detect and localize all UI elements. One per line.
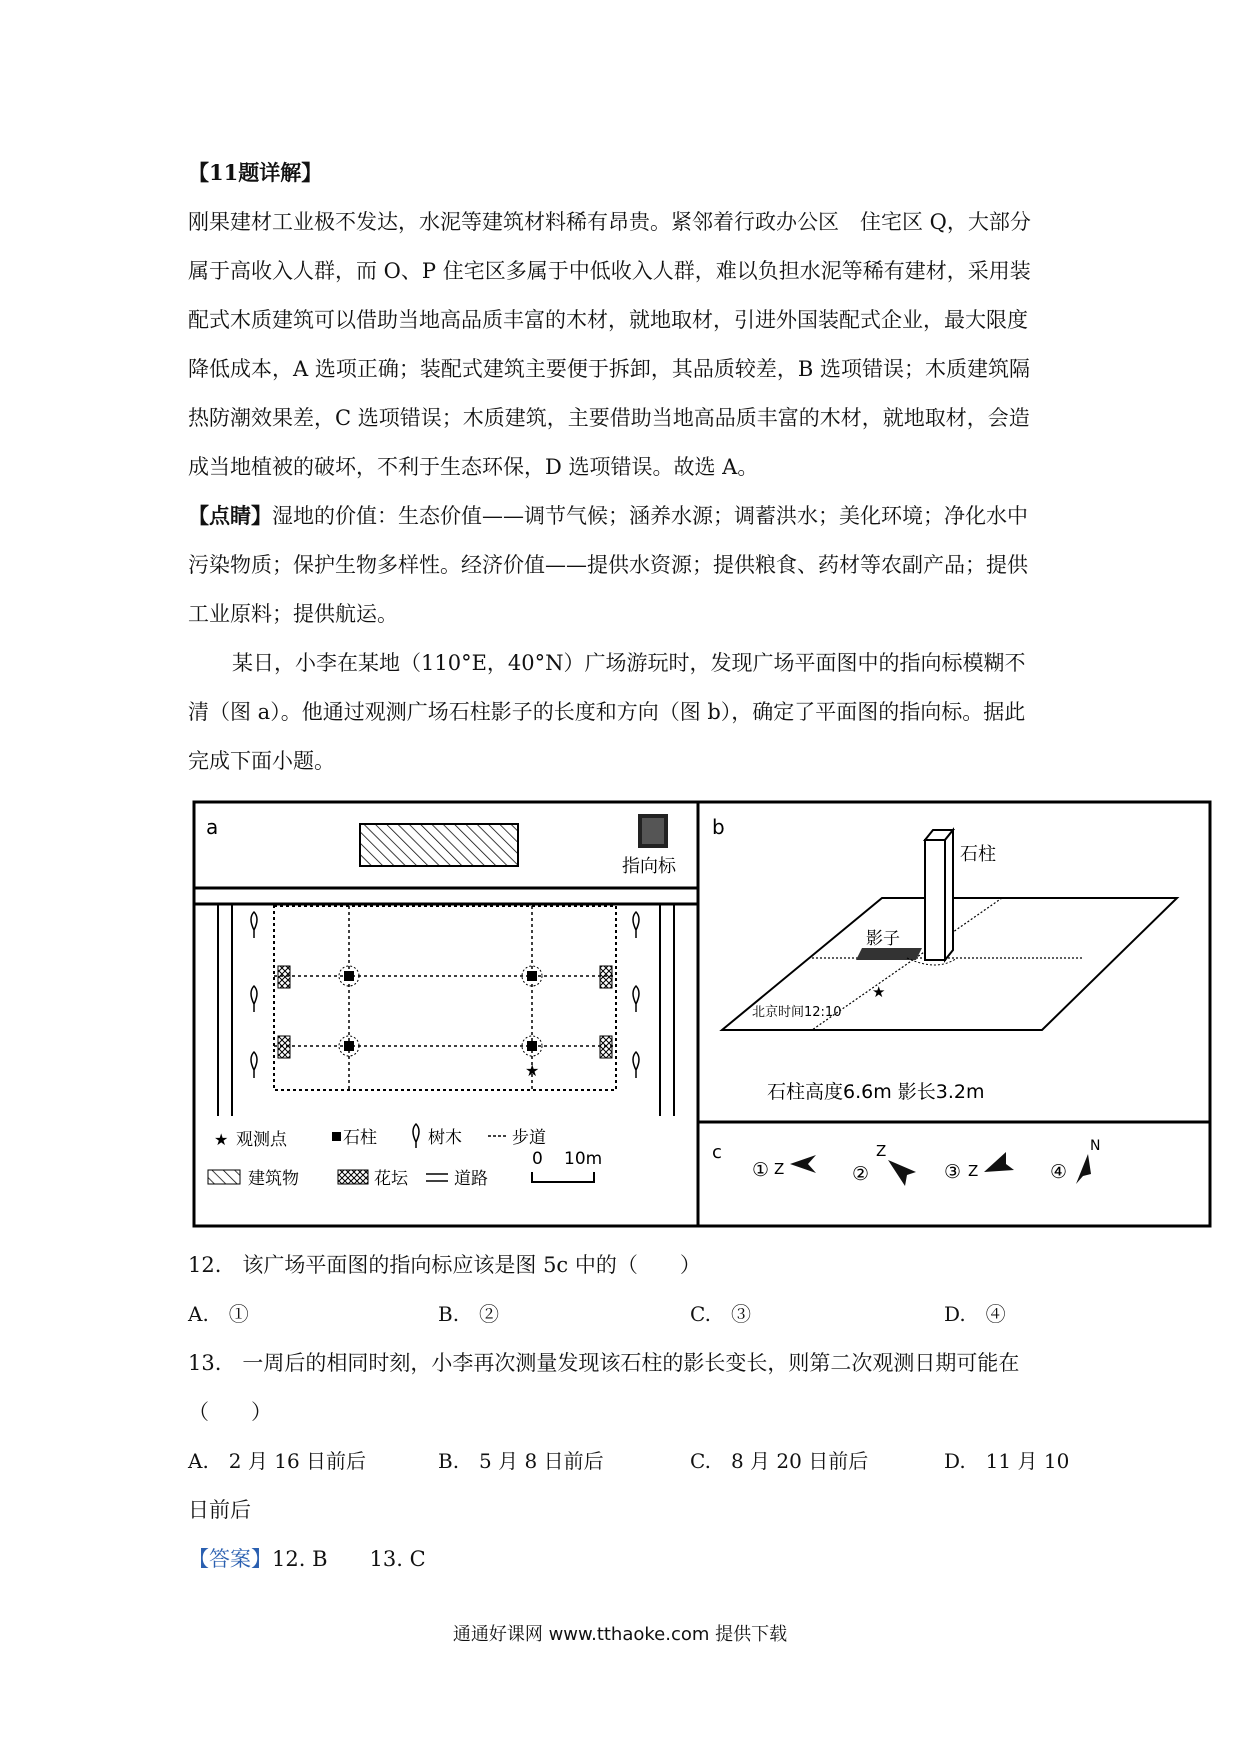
north-arrow-4-icon [1076,1154,1091,1184]
flowerbed-legend-icon [338,1170,368,1184]
tree-icon [633,912,639,938]
legend-flowerbed: 花坛 [374,1169,408,1189]
panel-c [698,1122,1210,1226]
paragraph-line: 属于高收入人群，而 O、P 住宅区多属于中低收入人群，难以负担水泥等稀有建材，采用装 [188,259,1031,283]
pillar-label: 石柱 [960,844,996,865]
shadow-shape [856,948,922,960]
flowerbed [278,1036,290,1058]
answer-tag: 【答案】 [188,1547,272,1571]
n-letter: Z [968,1162,979,1180]
star-legend-icon: ★ [214,1130,229,1149]
north-arrow-1-icon [790,1155,816,1173]
q12-stem: 12. 该广场平面图的指向标应该是图 5c 中的（ ） [188,1253,701,1277]
tree-icon [251,912,257,938]
observation-star-icon: ★ [872,983,886,1001]
q13-stem: 13. 一周后的相同时刻，小李再次测量发现该石柱的影长变长，则第二次观测日期可能在 [188,1351,1020,1375]
flowerbed [278,966,290,988]
paragraph-line: 配式木质建筑可以借助当地高品质丰富的木材，就地取材，引进外国装配式企业，最大限度 [188,308,1028,332]
intro-line: 完成下面小题。 [188,749,335,773]
pillar-legend-icon [332,1132,341,1141]
n-letter: Z [876,1142,887,1160]
panel-c-label: c [712,1142,722,1163]
option-1-label: ① [752,1159,770,1181]
intro-line: 某日，小李在某地（110°E，40°N）广场游玩时，发现广场平面图中的指向标模糊不 [232,651,1026,675]
panel-a [194,802,698,1226]
paragraph-line: 降低成本，A 选项正确；装配式建筑主要便于拆卸，其品质较差，B 选项错误；木质建筑隔 [188,357,1030,381]
paragraph-line: 成当地植被的破坏，不利于生态环保，D 选项错误。故选 A。 [188,455,759,479]
q13-option-a: A. 2 月 16 日前后 [188,1449,367,1473]
detail-title: 【11题详解】 [188,160,323,185]
tree-icon [633,1052,639,1078]
legend-building: 建筑物 [248,1169,299,1189]
answer-text: 12. B 13. C [272,1547,426,1571]
q12-option-a: A. ① [188,1302,249,1326]
tree-icon [633,986,639,1012]
q13-option-b: B. 5 月 8 日前后 [438,1449,604,1473]
legend-road: 道路 [454,1169,488,1189]
building-legend-icon [208,1170,240,1184]
paragraph-line: 热防潮效果差，C 选项错误；木质建筑，主要借助当地高品质丰富的木材，就地取材，会造 [188,406,1030,430]
q12-option-d: D. ④ [944,1302,1006,1326]
scale-zero: 0 [532,1149,543,1169]
dianjing-line [188,501,1058,531]
flowerbed [600,966,612,988]
option-3-label: ③ [944,1161,962,1183]
option-4-label: ④ [1050,1161,1068,1183]
n-letter: Z [774,1160,785,1178]
north-arrow-3-icon [984,1152,1014,1172]
scale-bar [532,1172,594,1182]
q12-option-c: C. ③ [690,1302,751,1326]
q13-option-c: C. 8 月 20 日前后 [690,1449,869,1473]
compass-label: 指向标 [622,856,676,877]
q12-option-b: B. ② [438,1302,500,1326]
intro-line: 清（图 a）。他通过观测广场石柱影子的长度和方向（图 b），确定了平面图的指向标。据此 [188,700,1026,724]
tree-legend-icon [413,1124,419,1148]
scale-ten: 10m [564,1149,603,1169]
dianjing-line: 污染物质；保护生物多样性。经济价值——提供水资源；提供粮食、药材等农副产品；提供 [188,553,1028,577]
panel-a-label: a [206,815,219,839]
dianjing-tag: 【点睛】 [188,503,272,528]
building-block [360,824,518,866]
option-2-label: ② [852,1163,870,1185]
stone-pillar [925,840,945,960]
q13-option-d: D. 11 月 10 [944,1449,1070,1473]
legend-observe: 观测点 [236,1130,287,1150]
question-figure [192,800,1212,1230]
observation-star-icon: ★ [525,1061,540,1080]
page-footer: 通通好课网 www.tthaoke.com 提供下载 [452,1624,788,1645]
panel-b-label: b [712,815,725,839]
answer-line [188,1544,1058,1574]
panel-b [698,802,1210,1122]
flowerbed [600,1036,612,1058]
north-letter: N [1090,1138,1101,1154]
q13-option-d-continued: 日前后 [188,1498,251,1522]
north-arrow-2-icon [888,1160,916,1186]
tree-icon [251,1052,257,1078]
figure-svg [192,800,1212,1230]
legend-tree: 树木 [428,1128,462,1148]
dianjing-line: 工业原料；提供航运。 [188,602,398,626]
tree-icon [251,986,257,1012]
legend-path: 步道 [512,1128,546,1148]
q13-paren: （ ） [188,1400,272,1424]
shadow-label: 影子 [866,929,900,949]
dianjing-text: 湿地的价值：生态价值——调节气候；涵养水源；调蓄洪水；美化环境；净化水中 [272,504,1028,528]
legend-pillar: 石柱 [343,1128,377,1148]
time-label: 北京时间12:10 [752,1005,842,1020]
paragraph-line: 刚果建材工业极不发达，水泥等建筑材料稀有昂贵。紧邻着行政办公区 住宅区 Q，大部分 [188,210,1031,234]
pillar-caption: 石柱高度6.6m 影长3.2m [767,1081,985,1103]
